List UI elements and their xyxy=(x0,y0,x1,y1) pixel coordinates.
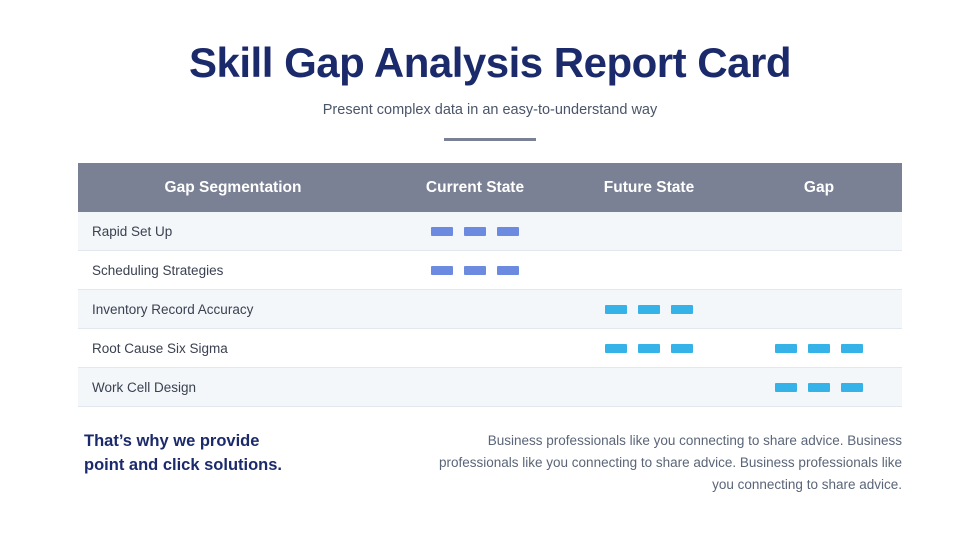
dash-group-cyan xyxy=(605,344,693,353)
dash-mark xyxy=(605,305,627,314)
report-table-container xyxy=(78,163,902,407)
page-subtitle: Present complex data in an easy-to-understand way xyxy=(322,102,658,119)
cell-gap xyxy=(736,329,902,368)
cell-current-state xyxy=(388,212,562,251)
dash-mark xyxy=(497,266,519,275)
table-row xyxy=(78,368,902,407)
table-header-row xyxy=(78,163,902,212)
row-label: Work Cell Design xyxy=(78,368,388,407)
dash-mark xyxy=(671,344,693,353)
table-row xyxy=(78,329,902,368)
cell-future-state xyxy=(562,290,736,329)
dash-group-cyan xyxy=(605,305,693,314)
cell-future-state xyxy=(562,368,736,407)
cell-gap xyxy=(736,368,902,407)
dash-mark xyxy=(431,266,453,275)
row-label: Inventory Record Accuracy xyxy=(78,290,388,329)
table-row xyxy=(78,251,902,290)
cell-current-state xyxy=(388,290,562,329)
cell-current-state xyxy=(388,368,562,407)
column-header-gap-segmentation: Gap Segmentation xyxy=(78,163,388,212)
footer-headline-line2: point and click solutions. xyxy=(84,455,283,474)
dash-mark xyxy=(638,344,660,353)
cell-future-state xyxy=(562,329,736,368)
dash-group-cyan xyxy=(775,383,863,392)
dash-mark xyxy=(638,305,660,314)
footer-body-text: Business professionals like you connecting to share advice. Business professionals like you connecting to share advice. Business professionals like you connecting to share advice. xyxy=(438,433,902,492)
dash-mark xyxy=(605,344,627,353)
footer-headline-line1: That’s why we provide xyxy=(84,432,260,450)
table-header xyxy=(78,163,902,212)
column-header-future-state: Future State xyxy=(562,163,736,212)
footer-headline xyxy=(0,430,420,478)
dash-mark xyxy=(431,227,453,236)
dash-mark xyxy=(841,344,863,353)
dash-group-blue xyxy=(431,227,519,236)
dash-mark xyxy=(464,266,486,275)
column-header-gap: Gap xyxy=(736,163,902,212)
cell-current-state xyxy=(388,251,562,290)
cell-gap xyxy=(736,290,902,329)
cell-current-state xyxy=(388,329,562,368)
cell-gap xyxy=(736,212,902,251)
dash-mark xyxy=(497,227,519,236)
table-body xyxy=(78,212,902,407)
table-row xyxy=(78,212,902,251)
skill-gap-table xyxy=(78,163,902,407)
footer xyxy=(0,430,980,496)
dash-group-blue xyxy=(431,266,519,275)
row-label: Root Cause Six Sigma xyxy=(78,329,388,368)
cell-gap xyxy=(736,251,902,290)
cell-future-state xyxy=(562,251,736,290)
row-label: Rapid Set Up xyxy=(78,212,388,251)
dash-mark xyxy=(671,305,693,314)
dash-mark xyxy=(841,383,863,392)
title-divider xyxy=(444,138,536,141)
dash-mark xyxy=(808,383,830,392)
cell-future-state xyxy=(562,212,736,251)
dash-mark xyxy=(808,344,830,353)
row-label: Scheduling Strategies xyxy=(78,251,388,290)
dash-mark xyxy=(464,227,486,236)
page-title: Skill Gap Analysis Report Card xyxy=(189,39,791,86)
dash-group-cyan xyxy=(775,344,863,353)
dash-mark xyxy=(775,383,797,392)
table-row xyxy=(78,290,902,329)
column-header-current-state: Current State xyxy=(388,163,562,212)
dash-mark xyxy=(775,344,797,353)
